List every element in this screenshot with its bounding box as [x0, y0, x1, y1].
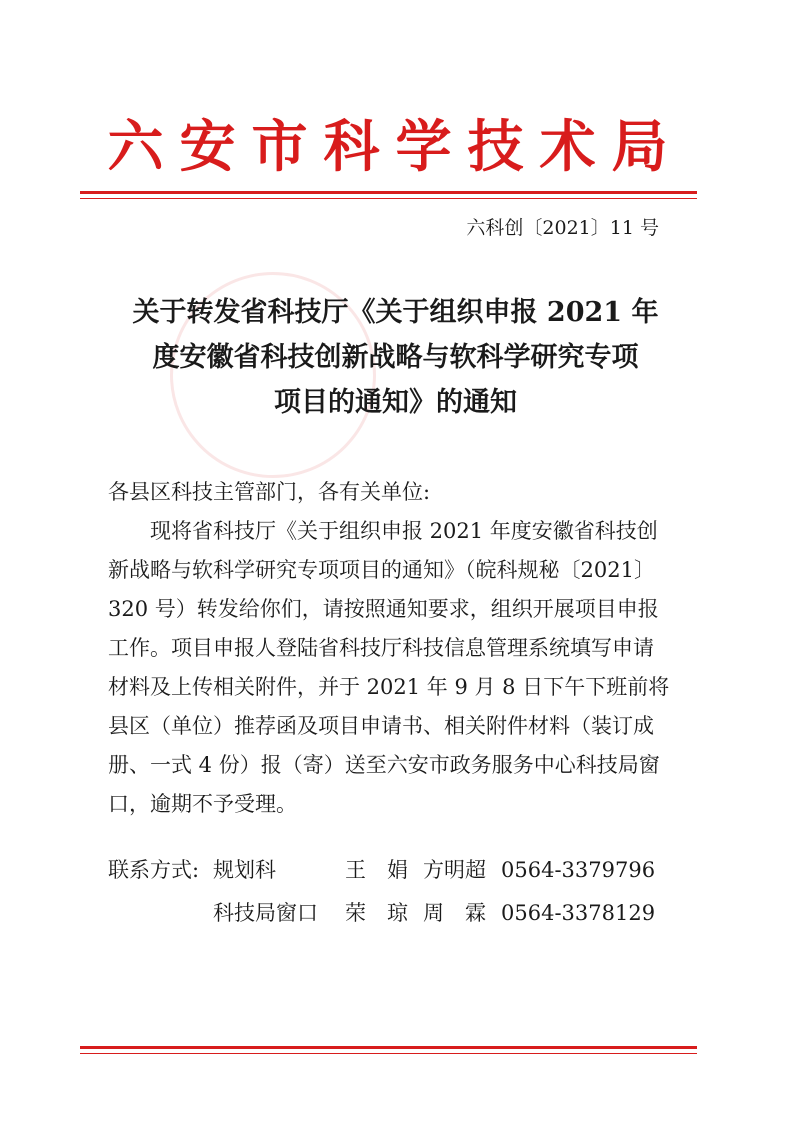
paragraph-line: 320 号）转发给你们，请按照通知要求，组织开展项目申报 [108, 597, 659, 621]
footer-rule-thin [80, 1053, 697, 1054]
contact-phone: 0564-3378129 [501, 901, 656, 925]
paragraph-line: 县区（单位）推荐函及项目申请书、相关附件材料（装订成 [108, 714, 654, 738]
paragraph-line: 新战略与软科学研究专项项目的通知》（皖科规秘〔2021〕 [108, 558, 655, 582]
document-title-line: 关于转发省科技厅《关于组织申报 2021 年 [132, 297, 659, 328]
header-rule-thin [80, 198, 697, 199]
issuing-organization-title: 六安市科学技术局 [107, 115, 684, 180]
contact-label: 联系方式: [108, 858, 200, 882]
paragraph-line: 材料及上传相关附件，并于 2021 年 9 月 8 日下午下班前将 [108, 675, 670, 699]
paragraph-line: 册、一式 4 份）报（寄）送至六安市政务服务中心科技局窗 [108, 753, 660, 777]
paragraph-line: 口，逾期不予受理。 [108, 792, 297, 816]
document-number: 六科创〔2021〕11 号 [466, 217, 659, 239]
document-title-line: 度安徽省科技创新战略与软科学研究专项 [152, 342, 639, 373]
contact-row [108, 894, 698, 933]
contact-row [108, 851, 698, 890]
footer-rule-thick [80, 1046, 697, 1049]
paragraph-line: 工作。项目申报人登陆省科技厅科技信息管理系统填写申请 [108, 636, 654, 660]
contact-person: 周 霖 [423, 901, 486, 925]
document-title [100, 290, 691, 425]
contact-person: 方明超 [423, 858, 486, 882]
document-title-line: 项目的通知》的通知 [274, 387, 517, 418]
body-paragraph [108, 512, 694, 824]
contact-department: 规划科 [213, 858, 276, 882]
contact-department: 科技局窗口 [213, 901, 318, 925]
contact-phone: 0564-3379796 [501, 858, 656, 882]
contact-person: 荣 琼 [345, 901, 408, 925]
paragraph-line: 现将省科技厅《关于组织申报 2021 年度安徽省科技创 [150, 519, 658, 543]
salutation: 各县区科技主管部门，各有关单位: [108, 480, 431, 504]
contact-person: 王 娟 [345, 858, 408, 882]
header-rule-thick [80, 191, 697, 194]
